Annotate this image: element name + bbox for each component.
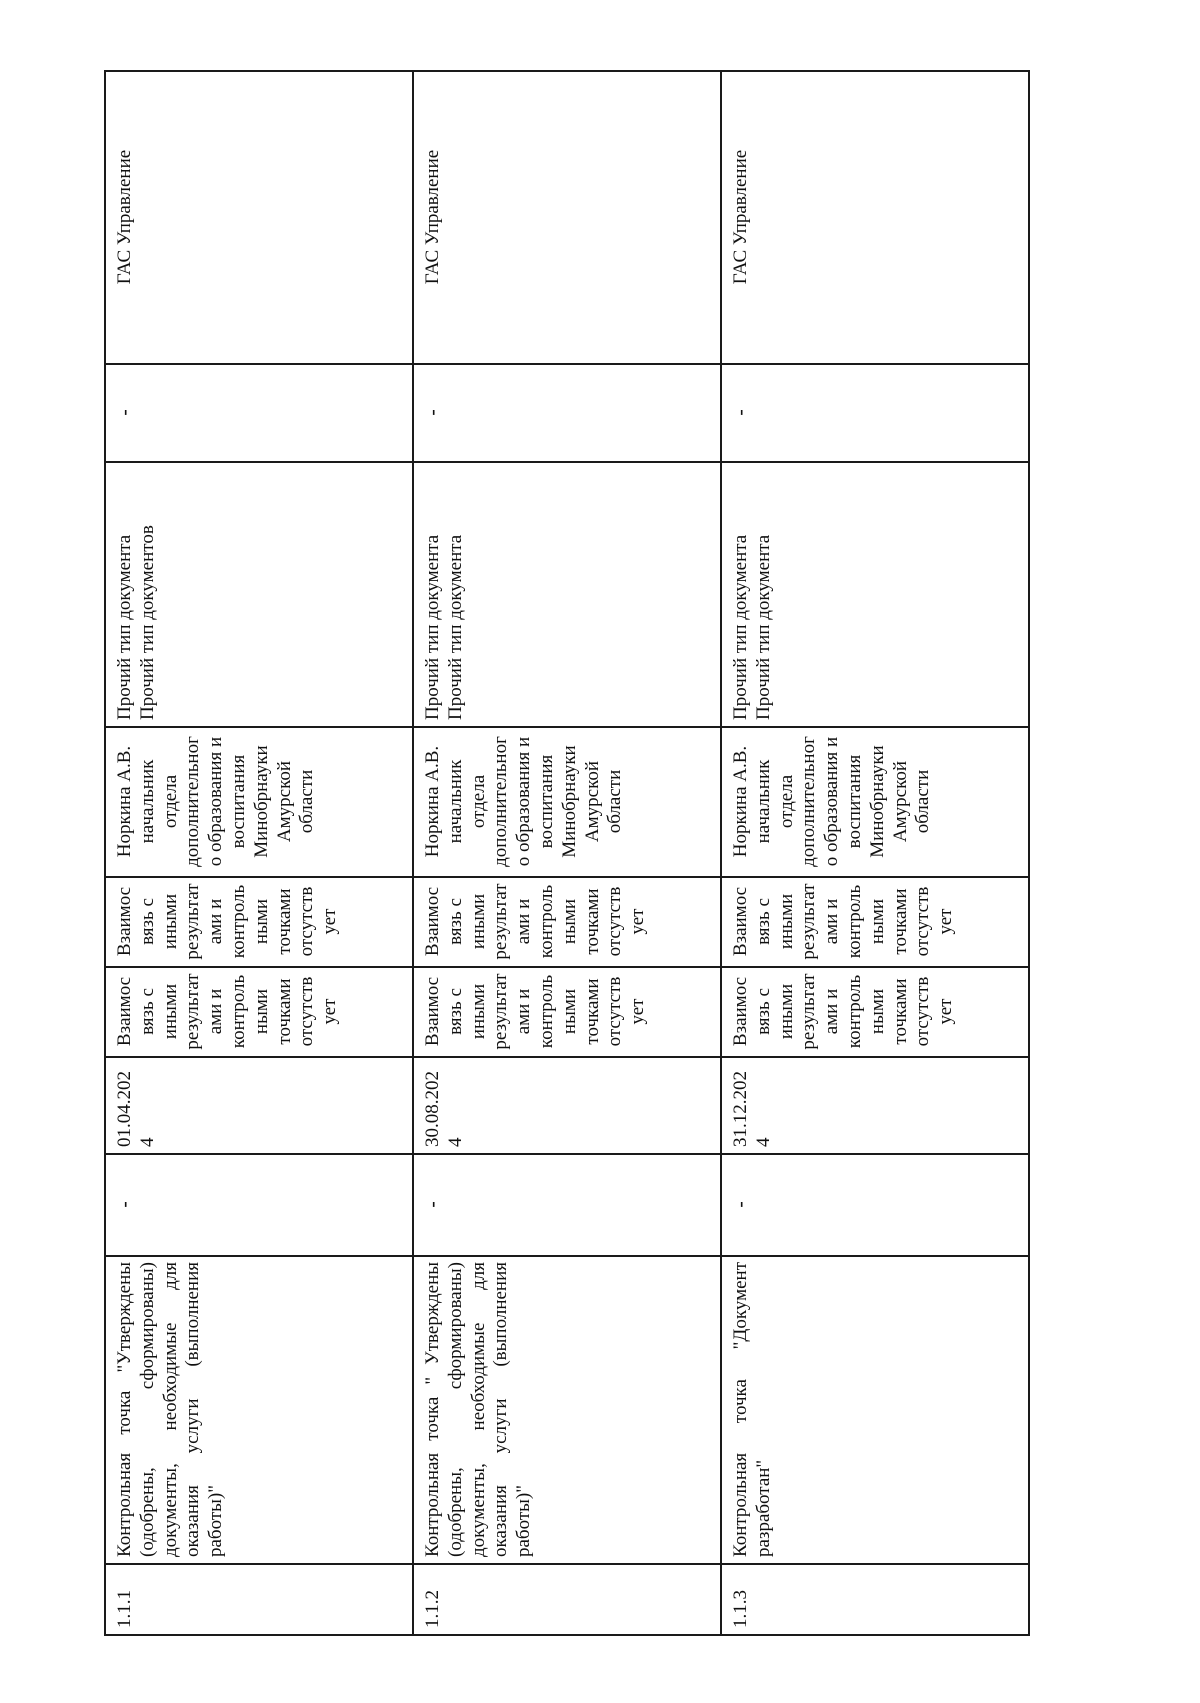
table-row bbox=[105, 71, 413, 1635]
row-number-cell: 1.1.3 bbox=[721, 1564, 1029, 1635]
row-number-cell: 1.1.2 bbox=[413, 1564, 721, 1635]
control-point-name-cell: Контрольная точка " Утверждены (одобрены, сформированы) документы, необходимые для оказания услуги (выполнения работы)" bbox=[413, 1256, 721, 1564]
deadline-date-cell: 31.12.2024 bbox=[721, 1057, 1029, 1154]
table-row bbox=[413, 71, 721, 1635]
predecessor-cell: - bbox=[105, 1154, 413, 1256]
responsible-person-cell: Норкина А.В. начальник отдела дополнительного образования и воспитания Минобрнауки Амурской области bbox=[105, 727, 413, 877]
document-type-line: Прочий тип документа bbox=[444, 534, 466, 720]
table-row bbox=[721, 71, 1029, 1635]
responsible-person-cell: Норкина А.В. начальник отдела дополнительного образования и воспитания Минобрнауки Амурской области bbox=[413, 727, 721, 877]
responsible-person-cell: Норкина А.В. начальник отдела дополнительного образования и воспитания Минобрнауки Амурской области bbox=[721, 727, 1029, 877]
characteristic-cell: - bbox=[721, 364, 1029, 462]
document-type-line: Прочий тип документа bbox=[752, 534, 774, 720]
control-points-table bbox=[104, 70, 1030, 1636]
link-previous-cell: Взаимосвязь с иными результатами и контрольными точками отсутствует bbox=[721, 967, 1029, 1057]
control-point-name-cell: Контрольная точка "Документ разработан" bbox=[721, 1256, 1029, 1564]
deadline-date-cell: 30.08.2024 bbox=[413, 1057, 721, 1154]
link-next-cell: Взаимосвязь с иными результатами и контрольными точками отсутствует bbox=[721, 877, 1029, 967]
document-type-line: Прочий тип документа bbox=[422, 534, 443, 720]
document-type-cell bbox=[105, 462, 413, 727]
information-system-cell: ГАС Управление bbox=[413, 71, 721, 364]
document-type-cell bbox=[721, 462, 1029, 727]
rotated-table-wrapper bbox=[104, 72, 1030, 1636]
deadline-date-cell: 01.04.2024 bbox=[105, 1057, 413, 1154]
document-type-line: Прочий тип документа bbox=[730, 534, 751, 720]
predecessor-cell: - bbox=[721, 1154, 1029, 1256]
document-type-line: Прочий тип документов bbox=[136, 525, 158, 720]
predecessor-cell: - bbox=[413, 1154, 721, 1256]
link-next-cell: Взаимосвязь с иными результатами и контрольными точками отсутствует bbox=[105, 877, 413, 967]
information-system-cell: ГАС Управление bbox=[721, 71, 1029, 364]
control-point-name-cell: Контрольная точка "Утверждены (одобрены, сформированы) документы, необходимые для оказания услуги (выполнения работы)" bbox=[105, 1256, 413, 1564]
link-previous-cell: Взаимосвязь с иными результатами и контрольными точками отсутствует bbox=[105, 967, 413, 1057]
characteristic-cell: - bbox=[105, 364, 413, 462]
information-system-cell: ГАС Управление bbox=[105, 71, 413, 364]
row-number-cell: 1.1.1 bbox=[105, 1564, 413, 1635]
document-type-cell bbox=[413, 462, 721, 727]
link-previous-cell: Взаимосвязь с иными результатами и контрольными точками отсутствует bbox=[413, 967, 721, 1057]
characteristic-cell: - bbox=[413, 364, 721, 462]
document-type-line: Прочий тип документа bbox=[114, 534, 135, 720]
link-next-cell: Взаимосвязь с иными результатами и контрольными точками отсутствует bbox=[413, 877, 721, 967]
